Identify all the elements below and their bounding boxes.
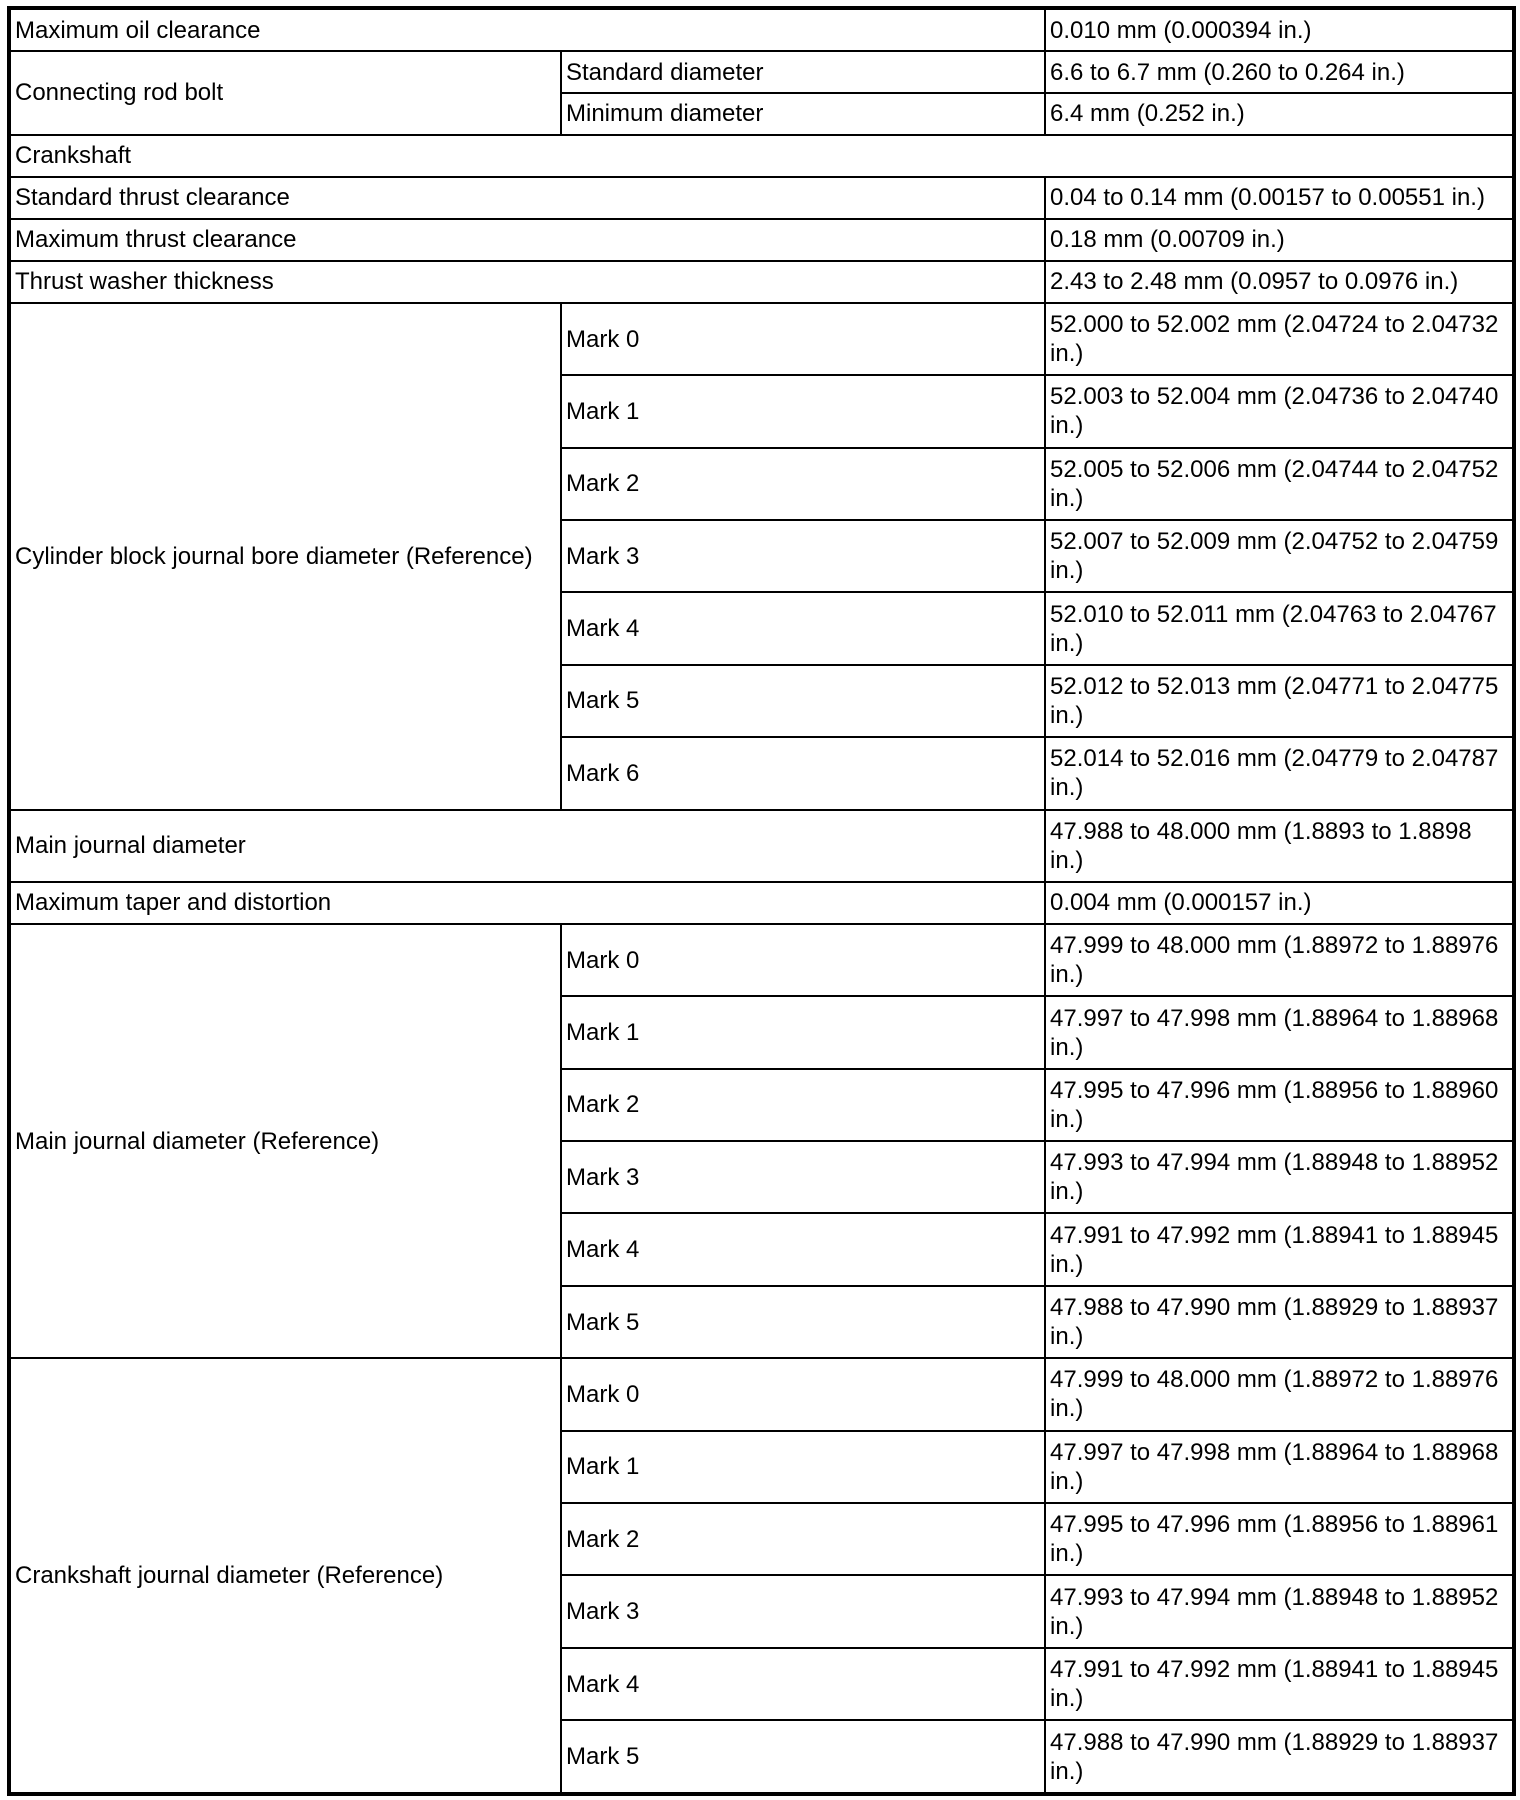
spec-label-cell: Thrust washer thickness <box>9 261 1045 303</box>
value-cell: 2.43 to 2.48 mm (0.0957 to 0.0976 in.) <box>1045 261 1514 303</box>
section-header-row <box>9 135 1514 177</box>
value-cell: 47.995 to 47.996 mm (1.88956 to 1.88961 in.) <box>1045 1503 1514 1575</box>
value-cell: 47.999 to 48.000 mm (1.88972 to 1.88976 in.) <box>1045 924 1514 996</box>
sub-label-cell: Mark 2 <box>561 1503 1045 1575</box>
value-cell: 6.4 mm (0.252 in.) <box>1045 93 1514 135</box>
sub-label-cell: Mark 1 <box>561 375 1045 447</box>
specification-table-body <box>9 8 1514 1794</box>
value-cell: 52.014 to 52.016 mm (2.04779 to 2.04787 in.) <box>1045 737 1514 809</box>
sub-label-cell: Minimum diameter <box>561 93 1045 135</box>
value-cell: 52.003 to 52.004 mm (2.04736 to 2.04740 in.) <box>1045 375 1514 447</box>
value-cell: 47.997 to 47.998 mm (1.88964 to 1.88968 in.) <box>1045 1431 1514 1503</box>
value-cell: 47.999 to 48.000 mm (1.88972 to 1.88976 in.) <box>1045 1358 1514 1430</box>
sub-label-cell: Mark 0 <box>561 924 1045 996</box>
table-row <box>9 1358 1514 1430</box>
sub-label-cell: Mark 2 <box>561 1069 1045 1141</box>
sub-label-cell: Mark 1 <box>561 996 1045 1068</box>
sub-label-cell: Mark 5 <box>561 1286 1045 1358</box>
value-cell: 52.005 to 52.006 mm (2.04744 to 2.04752 in.) <box>1045 448 1514 520</box>
value-cell: 0.18 mm (0.00709 in.) <box>1045 219 1514 261</box>
sub-label-cell: Mark 4 <box>561 1648 1045 1720</box>
sub-label-cell: Mark 6 <box>561 737 1045 809</box>
value-cell: 52.012 to 52.013 mm (2.04771 to 2.04775 in.) <box>1045 665 1514 737</box>
sub-label-cell: Standard diameter <box>561 51 1045 93</box>
table-row <box>9 261 1514 303</box>
table-row <box>9 810 1514 882</box>
value-cell: 6.6 to 6.7 mm (0.260 to 0.264 in.) <box>1045 51 1514 93</box>
sub-label-cell: Mark 1 <box>561 1431 1045 1503</box>
value-cell: 0.010 mm (0.000394 in.) <box>1045 8 1514 51</box>
value-cell: 0.04 to 0.14 mm (0.00157 to 0.00551 in.) <box>1045 177 1514 219</box>
sub-label-cell: Mark 0 <box>561 303 1045 375</box>
table-row <box>9 219 1514 261</box>
spec-label-cell: Maximum thrust clearance <box>9 219 1045 261</box>
value-cell: 0.004 mm (0.000157 in.) <box>1045 882 1514 924</box>
group-label-cell: Main journal diameter (Reference) <box>9 924 561 1358</box>
value-cell: 52.007 to 52.009 mm (2.04752 to 2.04759 in.) <box>1045 520 1514 592</box>
spec-label-cell: Maximum taper and distortion <box>9 882 1045 924</box>
section-header-cell: Crankshaft <box>9 135 1514 177</box>
table-row <box>9 924 1514 996</box>
value-cell: 47.993 to 47.994 mm (1.88948 to 1.88952 in.) <box>1045 1575 1514 1647</box>
group-label-cell: Crankshaft journal diameter (Reference) <box>9 1358 561 1794</box>
spec-label-cell: Standard thrust clearance <box>9 177 1045 219</box>
sub-label-cell: Mark 3 <box>561 1141 1045 1213</box>
value-cell: 47.991 to 47.992 mm (1.88941 to 1.88945 in.) <box>1045 1648 1514 1720</box>
spec-label-cell: Main journal diameter <box>9 810 1045 882</box>
value-cell: 47.988 to 48.000 mm (1.8893 to 1.8898 in.) <box>1045 810 1514 882</box>
sub-label-cell: Mark 5 <box>561 665 1045 737</box>
group-label-cell: Connecting rod bolt <box>9 51 561 135</box>
value-cell: 47.988 to 47.990 mm (1.88929 to 1.88937 in.) <box>1045 1720 1514 1794</box>
table-row <box>9 177 1514 219</box>
value-cell: 47.995 to 47.996 mm (1.88956 to 1.88960 in.) <box>1045 1069 1514 1141</box>
value-cell: 47.988 to 47.990 mm (1.88929 to 1.88937 in.) <box>1045 1286 1514 1358</box>
value-cell: 47.993 to 47.994 mm (1.88948 to 1.88952 in.) <box>1045 1141 1514 1213</box>
group-label-cell: Cylinder block journal bore diameter (Reference) <box>9 303 561 810</box>
value-cell: 52.010 to 52.011 mm (2.04763 to 2.04767 in.) <box>1045 592 1514 664</box>
value-cell: 47.997 to 47.998 mm (1.88964 to 1.88968 in.) <box>1045 996 1514 1068</box>
specification-table <box>7 6 1516 1796</box>
table-row <box>9 8 1514 51</box>
sub-label-cell: Mark 0 <box>561 1358 1045 1430</box>
sub-label-cell: Mark 4 <box>561 1213 1045 1285</box>
sub-label-cell: Mark 5 <box>561 1720 1045 1794</box>
sub-label-cell: Mark 3 <box>561 520 1045 592</box>
table-row <box>9 303 1514 375</box>
spec-label-cell: Maximum oil clearance <box>9 8 1045 51</box>
table-row <box>9 51 1514 93</box>
table-row <box>9 882 1514 924</box>
sub-label-cell: Mark 2 <box>561 448 1045 520</box>
sub-label-cell: Mark 3 <box>561 1575 1045 1647</box>
value-cell: 47.991 to 47.992 mm (1.88941 to 1.88945 in.) <box>1045 1213 1514 1285</box>
value-cell: 52.000 to 52.002 mm (2.04724 to 2.04732 in.) <box>1045 303 1514 375</box>
sub-label-cell: Mark 4 <box>561 592 1045 664</box>
